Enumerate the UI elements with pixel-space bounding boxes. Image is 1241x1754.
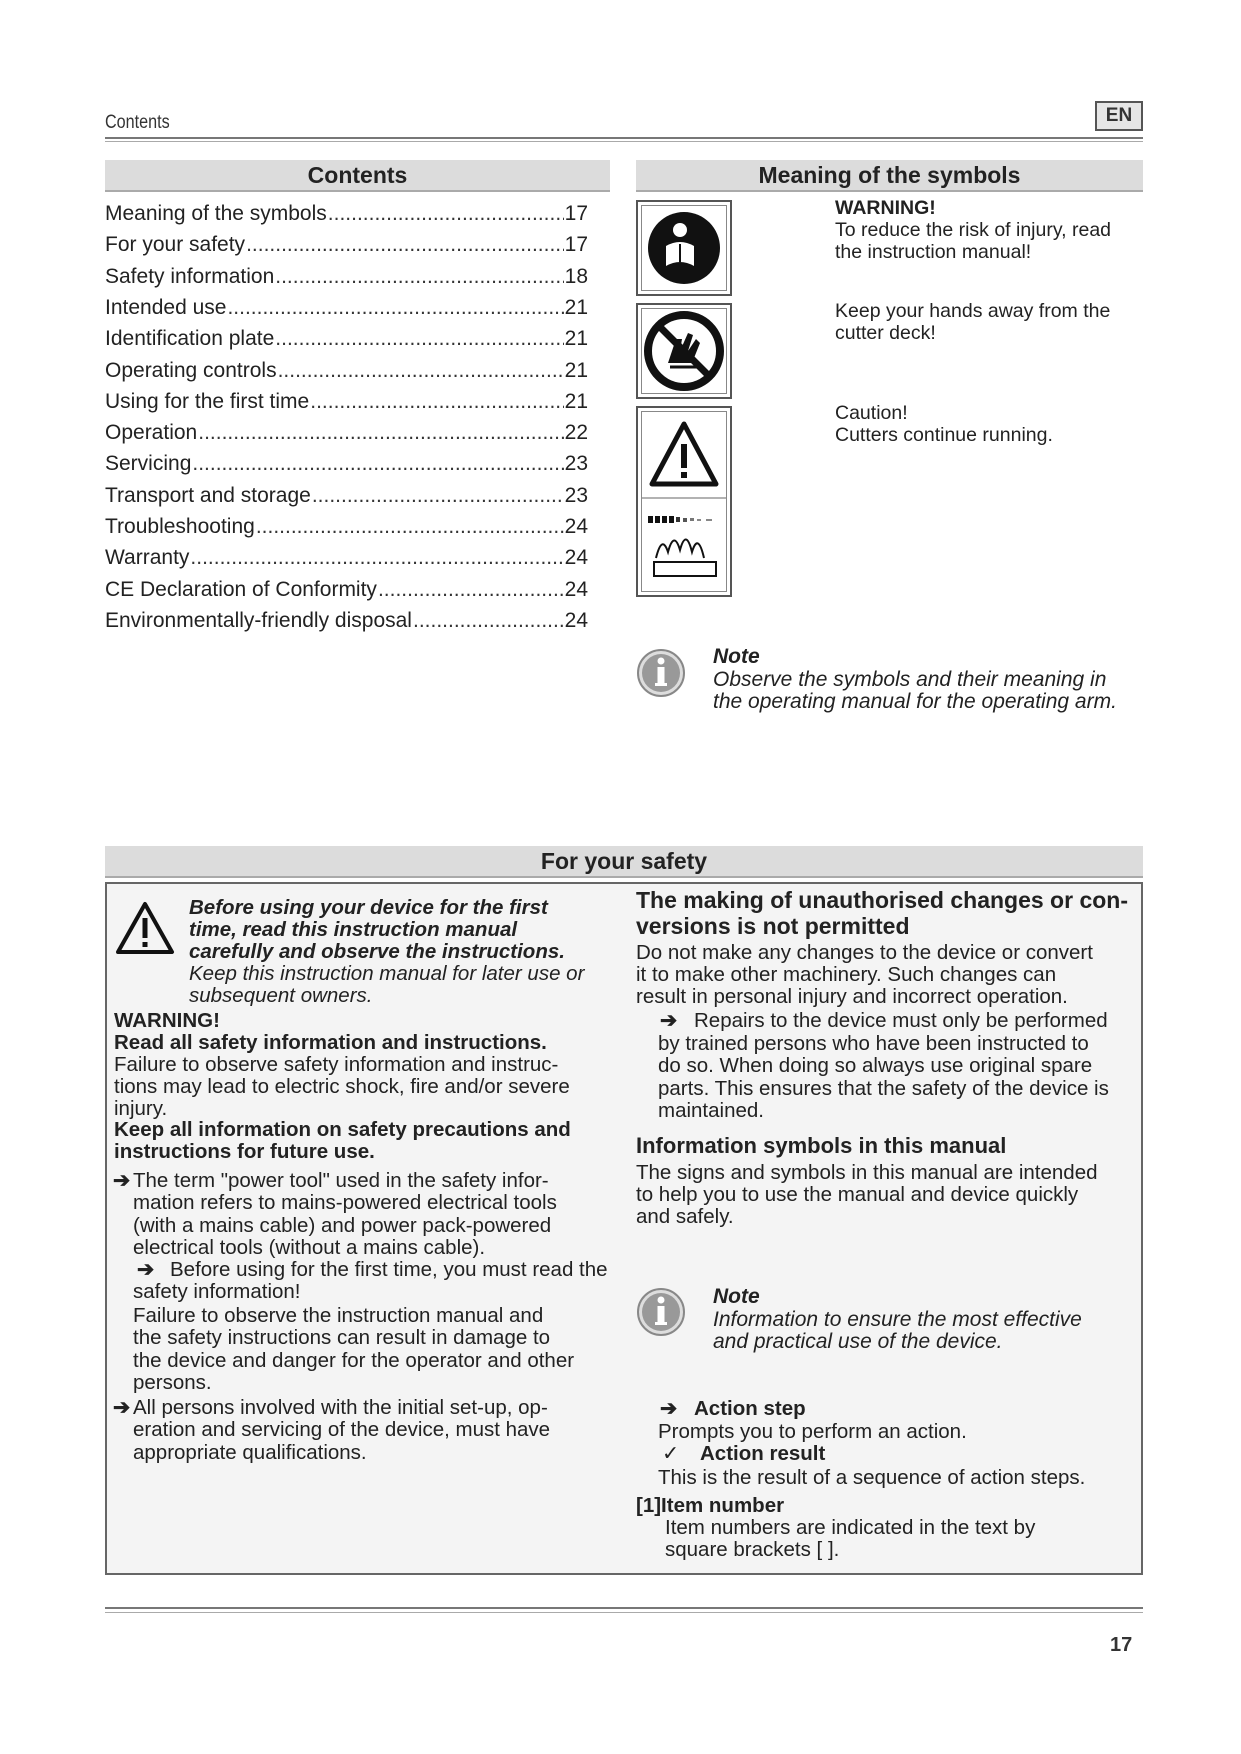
toc-item-page: 21 bbox=[564, 358, 588, 382]
footer-rule-thin bbox=[105, 1612, 1143, 1613]
info-text-2: to help you to use the manual and device quickly bbox=[636, 1183, 1079, 1206]
toc-leader-dots bbox=[275, 265, 563, 289]
keep-label-2: instructions for future use. bbox=[114, 1140, 375, 1163]
toc-item-page: 17 bbox=[564, 233, 588, 257]
toc-leader-dots bbox=[278, 359, 564, 383]
keep-label-1: Keep all information on safety precautions and bbox=[114, 1118, 571, 1141]
footer-rule bbox=[105, 1607, 1143, 1609]
item-number-text-2: square brackets [ ]. bbox=[665, 1538, 840, 1561]
toc-item-page: 17 bbox=[564, 202, 588, 225]
no-hands-icon bbox=[636, 303, 732, 399]
fail-text-3: injury. bbox=[114, 1097, 168, 1120]
repairs-text-5: maintained. bbox=[658, 1099, 764, 1122]
toc-item-page: 23 bbox=[564, 452, 588, 476]
toc-item[interactable] bbox=[105, 515, 588, 539]
toc-item-title: Servicing bbox=[105, 452, 192, 476]
failinst-text-1: Failure to observe the instruction manual and bbox=[133, 1304, 544, 1327]
toc-item-title: Warranty bbox=[105, 546, 190, 570]
toc-item[interactable] bbox=[105, 265, 588, 289]
info-icon bbox=[636, 648, 686, 698]
toc-leader-dots bbox=[227, 296, 563, 320]
arrow-icon: ➔ bbox=[660, 1009, 678, 1032]
symbol-hands-text: Keep your hands away from the bbox=[835, 300, 1111, 322]
toc-item-page: 24 bbox=[564, 608, 588, 632]
symbol-caution-title: Caution! bbox=[835, 402, 908, 424]
toc-item-page: 21 bbox=[564, 389, 588, 413]
note-text: Observe the symbols and their meaning in bbox=[713, 668, 1107, 691]
toc-leader-dots bbox=[328, 202, 564, 226]
toc-item-page: 23 bbox=[564, 483, 588, 507]
toc-item[interactable] bbox=[105, 233, 588, 257]
toc-item-page: 22 bbox=[564, 421, 588, 445]
note-text-2: the operating manual for the operating arm. bbox=[713, 690, 1117, 713]
toc-leader-dots bbox=[378, 578, 564, 602]
note-heading-2: Note bbox=[713, 1285, 760, 1308]
changes-text-3: result in personal injury and incorrect operation. bbox=[636, 985, 1068, 1008]
toc-item[interactable] bbox=[105, 484, 588, 508]
toc-leader-dots bbox=[198, 421, 563, 445]
intro-italic-1: Keep this instruction manual for later use or bbox=[189, 962, 585, 985]
safety-heading: For your safety bbox=[105, 846, 1143, 878]
changes-text-2: it to make other machinery. Such changes can bbox=[636, 963, 1057, 986]
repairs-text-4: parts. This ensures that the safety of the device is bbox=[658, 1077, 1109, 1100]
toc-item[interactable] bbox=[105, 390, 588, 414]
toc-item[interactable] bbox=[105, 327, 588, 351]
toc-heading: Contents bbox=[105, 160, 610, 192]
repairs-text-1: Repairs to the device must only be performed bbox=[694, 1009, 1108, 1032]
toc-item-title: Using for the first time bbox=[105, 389, 310, 413]
toc-item[interactable] bbox=[105, 546, 588, 570]
toc-item-title: Safety information bbox=[105, 264, 275, 288]
cutters-running-symbol bbox=[636, 406, 732, 597]
language-badge: EN bbox=[1095, 101, 1143, 131]
toc-item-title: Transport and storage bbox=[105, 483, 311, 507]
toc-item-title: Meaning of the symbols bbox=[105, 202, 327, 225]
failinst-text-3: the device and danger for the operator and other bbox=[133, 1349, 575, 1372]
note2-text-2: and practical use of the device. bbox=[713, 1330, 1003, 1353]
repairs-text-2: by trained persons who have been instructed to bbox=[658, 1032, 1089, 1055]
arrow-icon: ➔ bbox=[113, 1169, 131, 1192]
header-rule bbox=[105, 137, 1143, 139]
toc-item-page: 24 bbox=[564, 515, 588, 538]
all-text-2: eration and servicing of the device, must have bbox=[133, 1418, 551, 1441]
header-rule-thin bbox=[105, 141, 1143, 142]
toc-leader-dots bbox=[275, 327, 563, 351]
header-title: Contents bbox=[105, 112, 170, 133]
info-symbols-heading: Information symbols in this manual bbox=[636, 1133, 1007, 1158]
caution-cutters-icon bbox=[636, 406, 732, 597]
toc-item-title: Identification plate bbox=[105, 327, 275, 351]
toc-item-page: 21 bbox=[564, 295, 588, 319]
action-step-desc: Prompts you to perform an action. bbox=[658, 1420, 967, 1443]
term-text-3: (with a mains cable) and power pack-powered bbox=[133, 1214, 552, 1237]
term-text-4: electrical tools (without a mains cable). bbox=[133, 1236, 486, 1259]
symbol-warning-text: To reduce the risk of injury, read bbox=[835, 219, 1112, 241]
toc-item-page: 24 bbox=[564, 546, 588, 570]
toc-leader-dots bbox=[413, 609, 564, 633]
symbol-warning-title: WARNING! bbox=[835, 197, 936, 219]
failinst-text-4: persons. bbox=[133, 1371, 212, 1394]
before-text-2: safety information! bbox=[133, 1280, 301, 1303]
action-step-label: Action step bbox=[694, 1397, 806, 1420]
symbol-hands-text-2: cutter deck! bbox=[835, 322, 936, 344]
changes-heading-2: versions is not permitted bbox=[636, 913, 910, 939]
changes-text-1: Do not make any changes to the device or convert bbox=[636, 941, 1093, 964]
info-text-3: and safely. bbox=[636, 1205, 734, 1228]
intro-bold-3: carefully and observe the instructions. bbox=[189, 940, 565, 963]
before-text-1: Before using for the first time, you must read the bbox=[170, 1258, 608, 1281]
toc-item[interactable] bbox=[105, 202, 588, 226]
fail-text-2: tions may lead to electric shock, fire and/or severe bbox=[114, 1075, 570, 1098]
action-result-desc: This is the result of a sequence of action steps. bbox=[658, 1466, 1086, 1489]
intro-bold-2: time, read this instruction manual bbox=[189, 918, 518, 941]
toc-item[interactable] bbox=[105, 359, 588, 383]
toc-leader-dots bbox=[256, 515, 564, 539]
arrow-icon: ➔ bbox=[660, 1397, 678, 1420]
toc-item-title: For your safety bbox=[105, 233, 246, 257]
toc-item-page: 24 bbox=[564, 577, 588, 601]
warning-label: WARNING! bbox=[114, 1009, 220, 1032]
repairs-text-3: do so. When doing so always use original spare bbox=[658, 1054, 1093, 1077]
action-result-label: Action result bbox=[700, 1442, 826, 1465]
toc-item-page: 21 bbox=[564, 327, 588, 351]
changes-heading-1: The making of unauthorised changes or con- bbox=[636, 887, 1128, 913]
hands-away-symbol bbox=[636, 303, 732, 399]
symbols-heading: Meaning of the symbols bbox=[636, 160, 1143, 192]
note-heading: Note bbox=[713, 645, 760, 668]
toc-leader-dots bbox=[192, 452, 563, 476]
term-text-2: mation refers to mains-powered electrical tools bbox=[133, 1191, 557, 1214]
item-number-text-1: Item numbers are indicated in the text by bbox=[665, 1516, 1036, 1539]
toc-item[interactable] bbox=[105, 609, 588, 633]
info-icon bbox=[636, 1287, 686, 1337]
failinst-text-2: the safety instructions can result in damage to bbox=[133, 1326, 551, 1349]
toc-item-title: Troubleshooting bbox=[105, 515, 255, 538]
term-text-1: The term "power tool" used in the safety infor- bbox=[133, 1169, 549, 1192]
arrow-icon: ➔ bbox=[113, 1396, 131, 1419]
intro-bold-1: Before using your device for the first bbox=[189, 896, 548, 919]
symbol-warning-text-2: the instruction manual! bbox=[835, 241, 1032, 263]
toc-item-title: Operation bbox=[105, 421, 198, 445]
intro-italic-2: subsequent owners. bbox=[189, 984, 373, 1007]
note2-text-1: Information to ensure the most effective bbox=[713, 1308, 1082, 1331]
toc-item[interactable] bbox=[105, 421, 588, 445]
page-number: 17 bbox=[1110, 1634, 1133, 1656]
arrow-icon: ➔ bbox=[137, 1258, 155, 1281]
toc-item-title: Intended use bbox=[105, 295, 227, 319]
read-all-label: Read all safety information and instructions. bbox=[114, 1031, 547, 1054]
toc-item-title: Operating controls bbox=[105, 358, 277, 382]
all-text-3: appropriate qualifications. bbox=[133, 1441, 367, 1464]
toc-leader-dots bbox=[246, 233, 564, 257]
toc-item-title: CE Declaration of Conformity bbox=[105, 577, 377, 601]
toc-item[interactable] bbox=[105, 296, 588, 320]
toc-item-title: Environmentally-friendly disposal bbox=[105, 608, 412, 632]
fail-text-1: Failure to observe safety information and instruc- bbox=[114, 1053, 559, 1076]
toc-item[interactable] bbox=[105, 578, 588, 602]
all-text-1: All persons involved with the initial set-up, op- bbox=[133, 1396, 548, 1419]
toc-item-page: 18 bbox=[564, 264, 588, 288]
info-text-1: The signs and symbols in this manual are intended bbox=[636, 1161, 1098, 1184]
read-manual-icon bbox=[636, 200, 732, 296]
toc-leader-dots bbox=[310, 390, 563, 414]
symbol-caution-text: Cutters continue running. bbox=[835, 424, 1053, 446]
read-manual-symbol bbox=[636, 200, 732, 296]
item-number-label: [1]Item number bbox=[636, 1494, 785, 1517]
checkmark-icon: ✓ bbox=[662, 1442, 680, 1465]
toc-leader-dots bbox=[190, 546, 563, 570]
toc-item[interactable] bbox=[105, 452, 588, 476]
toc-leader-dots bbox=[312, 484, 564, 508]
warning-triangle-icon bbox=[114, 900, 176, 956]
